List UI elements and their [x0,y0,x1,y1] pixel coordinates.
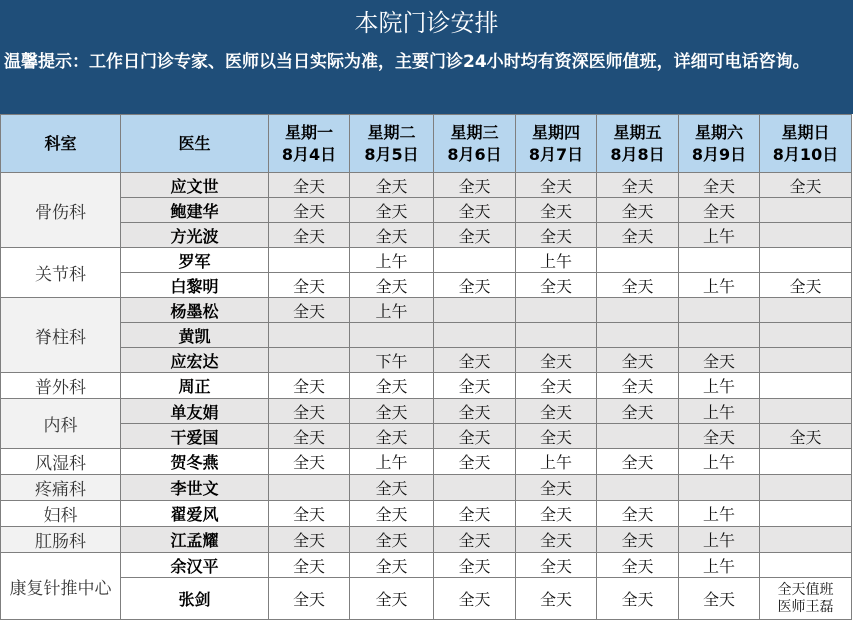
schedule-cell [597,248,679,273]
table-row [1,373,852,399]
schedule-cell: 全天 [516,399,597,424]
department-cell: 骨伤科 [1,173,121,248]
schedule-cell [597,323,679,348]
table-row [1,348,852,373]
schedule-cell: 全天 [434,173,516,198]
schedule-cell [760,323,852,348]
schedule-cell: 全天 [516,348,597,373]
schedule-cell: 全天 [597,578,679,620]
schedule-cell: 全天 [350,198,434,223]
doctor-name: 白黎明 [121,273,269,298]
schedule-cell: 全天 [434,273,516,298]
doctor-name: 罗军 [121,248,269,273]
doctor-name: 李世文 [121,475,269,501]
schedule-cell: 上午 [350,248,434,273]
table-row [1,198,852,223]
schedule-cell: 全天值班 医师王磊 [760,578,852,620]
schedule-cell [760,527,852,553]
table-row [1,399,852,424]
schedule-cell: 全天 [269,553,350,578]
schedule-cell: 全天 [350,399,434,424]
schedule-cell [434,475,516,501]
schedule-cell: 全天 [597,501,679,527]
schedule-cell [597,424,679,449]
doctor-name: 黄凯 [121,323,269,348]
schedule-cell: 全天 [760,173,852,198]
table-row [1,475,852,501]
schedule-cell: 全天 [516,424,597,449]
notice-text: 温馨提示：工作日门诊专家、医师以当日实际为准，主要门诊24小时均有资深医师值班，详细可电话咨询。 [0,41,853,114]
schedule-cell: 全天 [350,475,434,501]
schedule-cell: 全天 [679,173,760,198]
header-day-1: 星期一 8月4日 [269,115,350,173]
table-row [1,223,852,248]
page-title: 本院门诊安排 [0,0,853,41]
schedule-cell: 全天 [597,348,679,373]
schedule-cell: 全天 [516,173,597,198]
schedule-cell: 上午 [679,399,760,424]
schedule-cell: 全天 [516,373,597,399]
department-cell: 疼痛科 [1,475,121,501]
schedule-cell: 全天 [350,424,434,449]
department-cell: 脊柱科 [1,298,121,373]
schedule-cell [434,323,516,348]
schedule-cell: 上午 [679,449,760,475]
schedule-cell: 全天 [760,424,852,449]
schedule-cell: 全天 [350,273,434,298]
schedule-cell: 全天 [597,527,679,553]
department-cell: 普外科 [1,373,121,399]
schedule-cell [350,323,434,348]
schedule-cell: 全天 [350,527,434,553]
doctor-name: 周正 [121,373,269,399]
schedule-cell: 上午 [679,553,760,578]
table-row [1,323,852,348]
header-day-3: 星期三 8月6日 [434,115,516,173]
doctor-name: 应宏达 [121,348,269,373]
schedule-cell: 全天 [516,578,597,620]
schedule-cell [760,553,852,578]
schedule-cell [269,348,350,373]
table-row [1,578,852,620]
schedule-cell: 全天 [269,449,350,475]
header-dept: 科室 [1,115,121,173]
schedule-cell: 全天 [269,578,350,620]
table-row [1,527,852,553]
schedule-cell: 上午 [679,273,760,298]
schedule-cell: 全天 [516,553,597,578]
doctor-name: 方光波 [121,223,269,248]
schedule-cell: 全天 [434,223,516,248]
schedule-cell [760,198,852,223]
schedule-cell: 全天 [597,373,679,399]
schedule-cell: 全天 [269,173,350,198]
schedule-cell [679,475,760,501]
schedule-cell [760,223,852,248]
schedule-table [0,114,852,620]
schedule-cell [760,449,852,475]
schedule-cell: 全天 [516,501,597,527]
schedule-cell: 全天 [597,399,679,424]
table-row [1,298,852,323]
schedule-cell: 上午 [516,248,597,273]
schedule-cell: 全天 [516,273,597,298]
header-day-7: 星期日 8月10日 [760,115,852,173]
header-day-5: 星期五 8月8日 [597,115,679,173]
schedule-cell [760,399,852,424]
schedule-cell [760,475,852,501]
schedule-cell: 全天 [434,198,516,223]
schedule-cell: 全天 [434,399,516,424]
doctor-name: 杨墨松 [121,298,269,323]
schedule-cell [269,475,350,501]
schedule-cell: 全天 [434,578,516,620]
schedule-cell: 全天 [434,373,516,399]
schedule-cell: 全天 [269,198,350,223]
schedule-cell: 全天 [597,273,679,298]
department-cell: 肛肠科 [1,527,121,553]
schedule-cell: 全天 [516,198,597,223]
schedule-cell: 上午 [679,527,760,553]
schedule-cell: 全天 [516,223,597,248]
header-day-6: 星期六 8月9日 [679,115,760,173]
schedule-cell: 全天 [434,501,516,527]
schedule-cell: 全天 [269,527,350,553]
department-cell: 康复针推中心 [1,553,121,620]
schedule-cell: 全天 [350,553,434,578]
header-doctor: 医生 [121,115,269,173]
schedule-cell: 上午 [516,449,597,475]
schedule-cell [760,348,852,373]
doctor-name: 江孟耀 [121,527,269,553]
doctor-name: 单友娟 [121,399,269,424]
schedule-cell: 全天 [597,173,679,198]
schedule-cell [597,298,679,323]
schedule-cell: 上午 [679,501,760,527]
department-cell: 关节科 [1,248,121,298]
schedule-cell [760,298,852,323]
schedule-cell: 全天 [269,501,350,527]
schedule-cell: 上午 [350,298,434,323]
schedule-cell: 全天 [269,223,350,248]
schedule-cell: 全天 [434,527,516,553]
schedule-cell: 全天 [516,475,597,501]
doctor-name: 干爱国 [121,424,269,449]
schedule-cell: 全天 [760,273,852,298]
schedule-cell [679,323,760,348]
department-cell: 妇科 [1,501,121,527]
schedule-cell [597,475,679,501]
schedule-cell [760,501,852,527]
doctor-name: 张剑 [121,578,269,620]
doctor-name: 翟爱风 [121,501,269,527]
schedule-cell: 全天 [597,553,679,578]
table-row [1,424,852,449]
schedule-cell: 全天 [434,424,516,449]
schedule-cell: 全天 [269,399,350,424]
schedule-cell: 上午 [679,223,760,248]
schedule-cell: 全天 [679,198,760,223]
schedule-cell: 全天 [516,527,597,553]
schedule-cell: 全天 [597,449,679,475]
schedule-cell: 全天 [350,223,434,248]
schedule-cell [679,298,760,323]
schedule-cell: 全天 [350,173,434,198]
header-day-2: 星期二 8月5日 [350,115,434,173]
table-row [1,449,852,475]
table-row [1,173,852,198]
schedule-cell [434,248,516,273]
schedule-cell: 全天 [269,424,350,449]
schedule-cell: 全天 [350,501,434,527]
schedule-cell [269,323,350,348]
schedule-cell: 全天 [434,348,516,373]
schedule-cell: 下午 [350,348,434,373]
schedule-cell: 全天 [597,223,679,248]
department-cell: 风湿科 [1,449,121,475]
schedule-cell: 上午 [679,373,760,399]
header-row [1,115,852,173]
schedule-cell [516,323,597,348]
schedule-cell [434,298,516,323]
schedule-cell: 全天 [597,198,679,223]
table-row [1,273,852,298]
table-row [1,248,852,273]
header-day-4: 星期四 8月7日 [516,115,597,173]
schedule-cell: 全天 [269,273,350,298]
doctor-name: 贺冬燕 [121,449,269,475]
schedule-cell: 全天 [679,578,760,620]
schedule-cell: 全天 [269,298,350,323]
schedule-cell: 全天 [269,373,350,399]
table-row [1,553,852,578]
schedule-cell: 全天 [350,373,434,399]
doctor-name: 应文世 [121,173,269,198]
schedule-cell [760,248,852,273]
schedule-cell [679,248,760,273]
schedule-cell: 全天 [434,553,516,578]
table-row [1,501,852,527]
schedule-cell: 全天 [434,449,516,475]
schedule-cell [269,248,350,273]
schedule-cell: 全天 [350,578,434,620]
schedule-cell [760,373,852,399]
schedule-cell: 全天 [679,424,760,449]
doctor-name: 余汉平 [121,553,269,578]
schedule-cell [516,298,597,323]
doctor-name: 鲍建华 [121,198,269,223]
schedule-cell: 全天 [679,348,760,373]
schedule-cell: 上午 [350,449,434,475]
department-cell: 内科 [1,399,121,449]
